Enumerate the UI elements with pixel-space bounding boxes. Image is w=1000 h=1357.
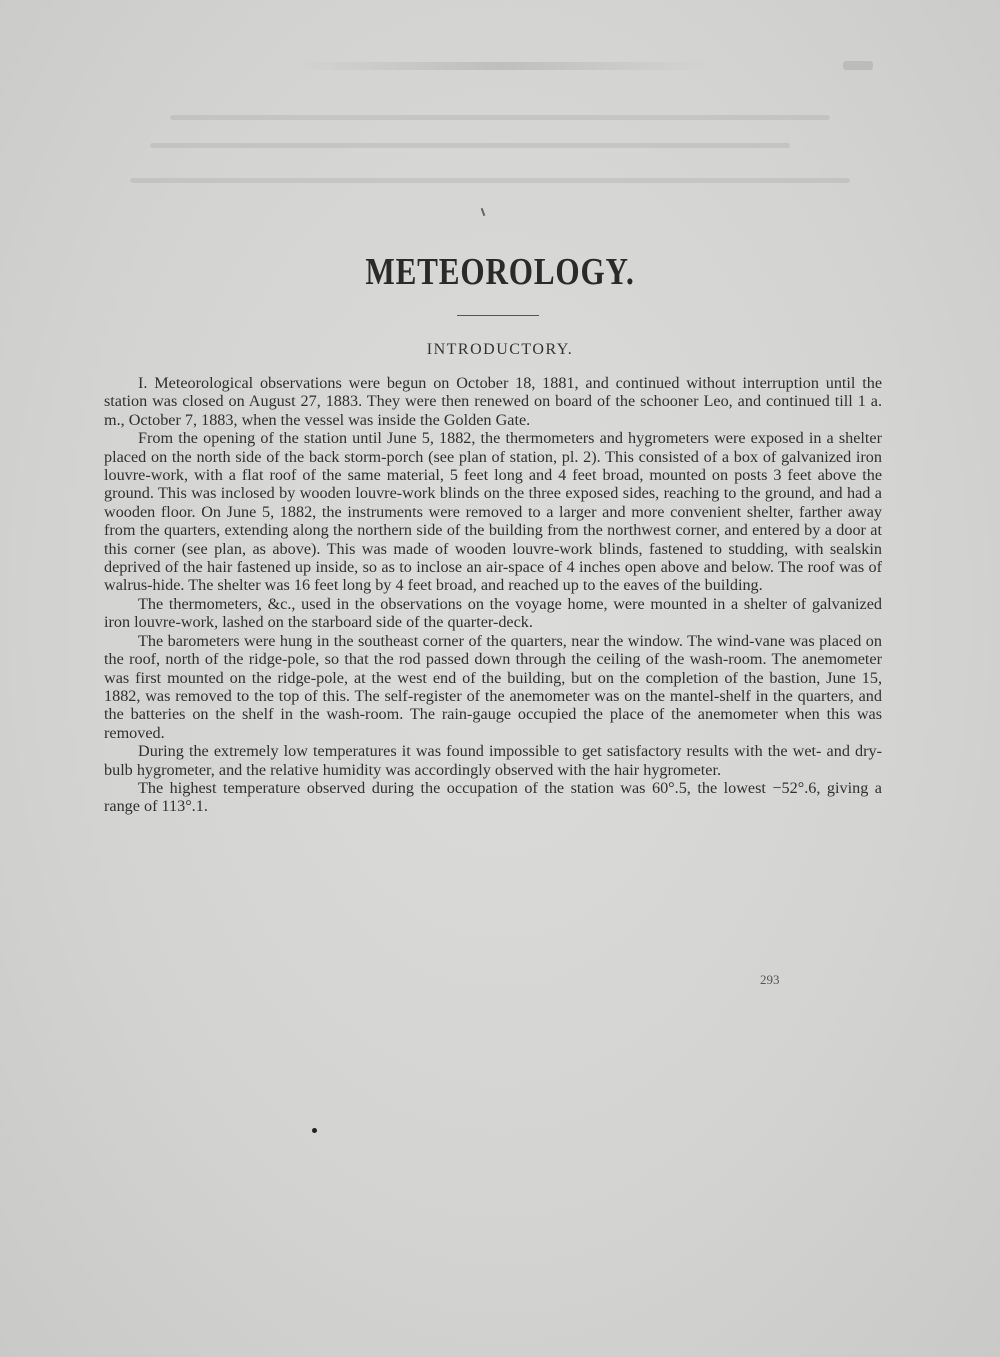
paragraph: During the extremely low temperatures it was found impossible to get satisfactory results with the wet- and dry-bulb hygrometer, and the relative humidity was accordingly observed with the hair hygrometer.	[104, 742, 882, 779]
paragraph: The barometers were hung in the southeast corner of the quarters, near the window. The wind-vane was placed on the roof, north of the ridge-pole, so that the rod passed down through the ceiling of the wash-room. The anemometer was first mounted on the ridge-pole, at the west end of the building, but on the completion of the bastion, June 15, 1882, was removed to the top of this. The self-register of the anemometer was on the mantel-shelf in the quarters, and the batteries on the shelf in the wash-room. The rain-gauge occupied the place of the anemometer when this was removed.	[104, 631, 882, 742]
paragraph: From the opening of the station until June 5, 1882, the thermometers and hygrometers were exposed in a shelter placed on the north side of the back storm-porch (see plan of station, pl. 2). This consisted of a box of galvanized iron louvre-work, with a flat roof of the same material, 5 feet long and 4 feet broad, mounted on posts 3 feet above the ground. This was inclosed by wooden louvre-work blinds on the three exposed sides, reaching to the ground, and had a wooden floor. On June 5, 1882, the instruments were removed to a larger and more convenient shelter, farther away from the quarters, extending along the northern side of the building from the northwest corner, and entered by a door at this corner (see plan, as above). This was made of wooden louvre-work blinds, fastened to studding, with sealskin deprived of the hair fastened up inside, so as to inclose an air-space of 4 inches open above and below. The roof was of walrus-hide. The shelter was 16 feet long by 4 feet broad, and reached up to the eaves of the building.	[104, 429, 882, 595]
section-heading: INTRODUCTORY.	[426, 341, 574, 358]
bleed-through-line	[130, 178, 850, 183]
bleed-through-line	[150, 143, 790, 148]
title-rule	[457, 315, 539, 316]
body-text	[104, 374, 882, 816]
paragraph: The thermometers, &c., used in the observations on the voyage home, were mounted in a shelter of galvanized iron louvre-work, lashed on the starboard side of the quarter-deck.	[104, 594, 882, 632]
ink-spot	[312, 1128, 317, 1133]
page-title: METEOROLOGY.	[365, 251, 635, 293]
bleed-through-page-number	[843, 61, 873, 70]
bleed-through-line	[170, 115, 830, 120]
page-number: 293	[760, 972, 780, 987]
bleed-through-header	[290, 62, 710, 70]
stray-mark	[481, 208, 486, 216]
paragraph: I. Meteorological observations were begun on October 18, 1881, and continued without interruption until the station was closed on August 27, 1883. They were then renewed on board of the schooner Leo, and continued till 1 a. m., October 7, 1883, when the vessel was inside the Golden Gate.	[104, 374, 882, 429]
paragraph: The highest temperature observed during the occupation of the station was 60°.5, the lowest −52°.6, giving a range of 113°.1.	[104, 778, 882, 816]
